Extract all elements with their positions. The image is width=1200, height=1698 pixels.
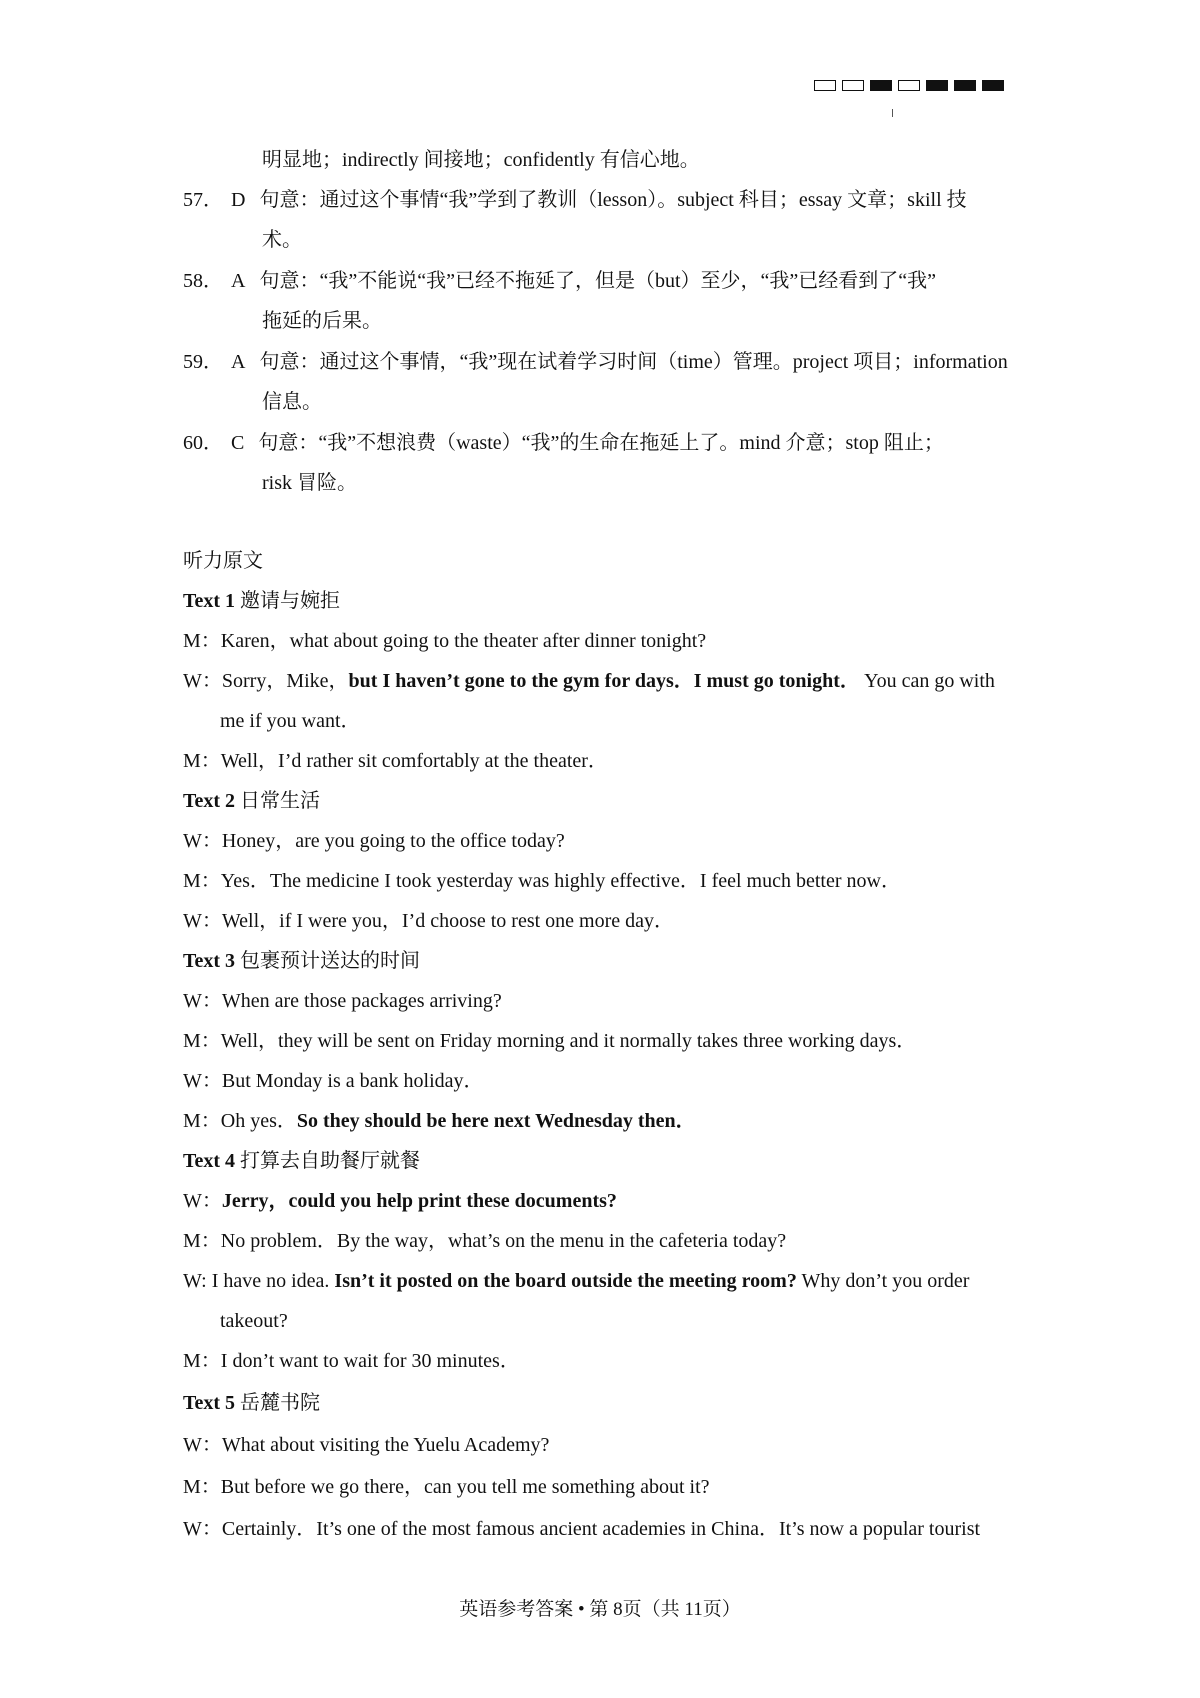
dialogue-continuation: takeout? xyxy=(220,1310,288,1332)
answer-letter: C xyxy=(231,432,245,454)
mark-filled xyxy=(982,80,1004,91)
answer-sheet-marks xyxy=(814,80,1004,91)
dialogue-text: W：Sorry，Mike， xyxy=(183,670,349,692)
explanation: 句意：通过这个事情“我”学到了教训（lesson）。subject 科目；essay 文章；skill 技 xyxy=(259,189,967,211)
dialogue-line: M：But before we go there，can you tell me something about it? xyxy=(183,1476,710,1498)
text-3-heading xyxy=(183,948,420,974)
mark-empty xyxy=(814,80,836,91)
answer-letter: A xyxy=(231,351,246,373)
tick-mark xyxy=(892,109,893,117)
text-label: Text 1 xyxy=(183,590,236,612)
explanation: 句意：通过这个事情，“我”现在试着学习时间（time）管理。project 项目；information xyxy=(259,351,1008,373)
text-topic: 日常生活 xyxy=(240,790,321,812)
text-5-heading xyxy=(183,1390,320,1416)
mark-filled xyxy=(954,80,976,91)
question-number: 57． xyxy=(183,189,223,211)
dialogue-line: W：Certainly．It’s one of the most famous ancient academies in China．It’s now a popular tourist xyxy=(183,1518,981,1540)
answer-letter: A xyxy=(231,270,246,292)
answer-57-continuation: 术。 xyxy=(262,229,302,251)
dialogue-line: W：But Monday is a bank holiday． xyxy=(183,1070,484,1092)
question-number: 60． xyxy=(183,432,223,454)
text-label: Text 2 xyxy=(183,790,236,812)
dialogue-line xyxy=(183,668,995,694)
answer-58 xyxy=(183,268,936,294)
text-topic: 包裹预计送达的时间 xyxy=(240,950,421,972)
dialogue-line: W：Well，if I were you，I’d choose to rest one more day． xyxy=(183,910,675,932)
dialogue-line: M：Yes．The medicine I took yesterday was highly effective．I feel much better now． xyxy=(183,870,901,892)
dialogue-line: M：Well，they will be sent on Friday morning and it normally takes three working days． xyxy=(183,1030,917,1052)
mark-empty xyxy=(898,80,920,91)
text-2-heading xyxy=(183,788,320,814)
dialogue-text: Why don’t you order xyxy=(796,1270,970,1292)
text-topic: 打算去自助餐厅就餐 xyxy=(240,1150,421,1172)
answer-60-continuation: risk 冒险。 xyxy=(262,472,357,494)
dialogue-line xyxy=(183,1188,617,1214)
dialogue-line: W：Honey，are you going to the office today? xyxy=(183,830,565,852)
dialogue-continuation: me if you want． xyxy=(220,710,361,732)
answer-59-continuation: 信息。 xyxy=(262,391,322,413)
text-label: Text 5 xyxy=(183,1392,236,1414)
section-title: 听力原文 xyxy=(183,550,263,572)
answer-60 xyxy=(183,430,944,456)
explanation: 句意：“我”不能说“我”已经不拖延了，但是（but）至少，“我”已经看到了“我” xyxy=(259,270,937,292)
dialogue-key-text: but I haven’t gone to the gym for days．I must go tonight． xyxy=(348,670,860,692)
dialogue-line: W：What about visiting the Yuelu Academy? xyxy=(183,1434,550,1456)
page-footer: 英语参考答案 • 第 8页（共 11页） xyxy=(459,1599,741,1620)
question-number: 58． xyxy=(183,270,223,292)
text-1-heading xyxy=(183,588,340,614)
mark-empty xyxy=(842,80,864,91)
dialogue-line xyxy=(183,1268,969,1294)
dialogue-line: M：I don’t want to wait for 30 minutes． xyxy=(183,1350,520,1372)
dialogue-line: M：Karen，what about going to the theater after dinner tonight? xyxy=(183,630,707,652)
dialogue-line: M：Well，I’d rather sit comfortably at the theater． xyxy=(183,750,608,772)
mark-filled xyxy=(926,80,948,91)
dialogue-line xyxy=(183,1108,696,1134)
text-label: Text 4 xyxy=(183,1150,236,1172)
answer-58-continuation: 拖延的后果。 xyxy=(262,310,382,332)
dialogue-line: W：When are those packages arriving? xyxy=(183,990,502,1012)
text-topic: 邀请与婉拒 xyxy=(240,590,341,612)
answer-57 xyxy=(183,187,967,213)
question-number: 59． xyxy=(183,351,223,373)
dialogue-key-text: Jerry，could you help print these documents? xyxy=(221,1190,617,1212)
mark-filled xyxy=(870,80,892,91)
text-label: Text 3 xyxy=(183,950,236,972)
answer-59 xyxy=(183,349,1008,375)
dialogue-key-text: Isn’t it posted on the board outside the meeting room? xyxy=(334,1270,797,1292)
dialogue-key-text: So they should be here next Wednesday then． xyxy=(296,1110,696,1132)
dialogue-text: W: I have no idea. xyxy=(183,1270,335,1292)
answer-letter: D xyxy=(231,189,246,211)
explanation: 句意：“我”不想浪费（waste）“我”的生命在拖延上了。mind 介意；stop 阻止； xyxy=(258,432,944,454)
answer-56-continuation: 明显地；indirectly 间接地；confidently 有信心地。 xyxy=(262,149,700,171)
dialogue-text: W： xyxy=(183,1190,222,1212)
dialogue-text: You can go with xyxy=(859,670,995,692)
dialogue-line: M：No problem．By the way，what’s on the menu in the cafeteria today? xyxy=(183,1230,787,1252)
text-topic: 岳麓书院 xyxy=(240,1392,321,1414)
dialogue-text: M：Oh yes． xyxy=(183,1110,297,1132)
text-4-heading xyxy=(183,1148,420,1174)
